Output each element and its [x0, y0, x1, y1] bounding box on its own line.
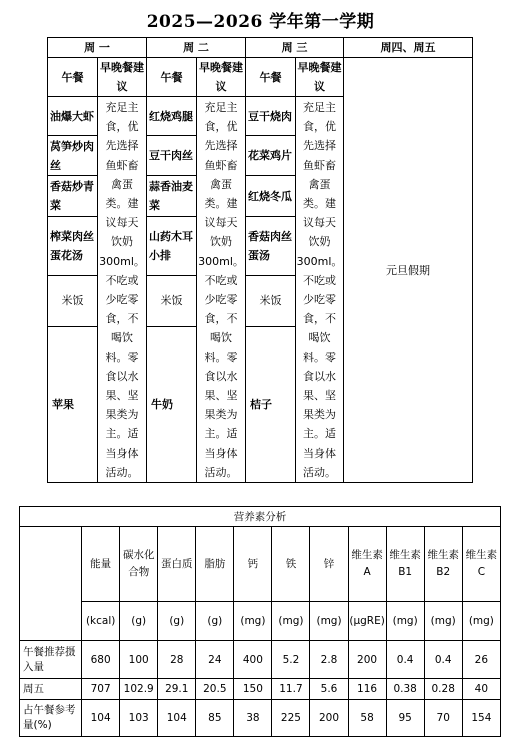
row-label: 周五 [20, 679, 82, 700]
advice-line: 食以水 [105, 369, 139, 383]
nutrient-name: 维生素C [462, 527, 500, 602]
advice-line: 料。零 [105, 350, 139, 364]
advice-line: 充足主 [303, 101, 336, 114]
advice-line: 充足主 [105, 101, 139, 114]
advice-text-wed [296, 97, 344, 483]
nutrient-value: 154 [462, 700, 500, 737]
advice-line: 饮奶 [111, 235, 133, 249]
nutrient-value: 29.1 [158, 679, 196, 700]
nutrient-unit: (mg) [386, 602, 424, 641]
nutrient-value: 104 [158, 700, 196, 737]
dish: 蒜香油麦菜 [147, 176, 197, 216]
nutrient-unit: (kcal) [82, 602, 120, 641]
dish: 香菇肉丝蛋汤 [246, 216, 296, 275]
nutrient-value: 200 [310, 700, 348, 737]
nutrition-table [19, 506, 501, 737]
nutrient-unit: (g) [158, 602, 196, 641]
nutrient-value: 11.7 [272, 679, 310, 700]
advice-line: 喝饮 [210, 331, 232, 345]
advice-line: 先选择 [204, 139, 238, 153]
nutrient-value: 85 [196, 700, 234, 737]
advice-line: 果、坚 [105, 389, 139, 403]
dish: 油爆大虾 [48, 97, 98, 136]
advice-line: 少吃零 [303, 293, 336, 307]
advice-line: 禽蛋 [308, 177, 331, 191]
day-header-mon: 周 一 [48, 38, 147, 58]
dish: 山药木耳小排 [147, 216, 197, 275]
advice-line: 当身体 [204, 446, 238, 460]
advice-line: 议每天 [204, 216, 238, 230]
advice-line: 活动。 [204, 465, 238, 479]
holiday-cell: 元旦假期 [344, 58, 473, 483]
day-header-wed: 周 三 [246, 38, 344, 58]
advice-line: 鱼虾畜 [105, 158, 139, 172]
advice-line: 主。适 [204, 427, 238, 441]
advice-line: 鱼虾畜 [204, 158, 238, 172]
nutrient-name: 维生素A [348, 527, 386, 602]
staple: 米饭 [246, 275, 296, 327]
nutrient-value: 150 [234, 679, 272, 700]
weekly-menu-table [47, 37, 473, 483]
dish: 莴笋炒肉丝 [48, 136, 98, 176]
advice-label: 早晚餐建议 [296, 58, 344, 97]
advice-line: 果类为 [303, 408, 336, 422]
row-label: 午餐推荐摄入量 [20, 641, 82, 679]
nutrient-value: 200 [348, 641, 386, 679]
advice-line: 先选择 [105, 139, 139, 153]
advice-line: 果、坚 [303, 389, 336, 403]
advice-line: 鱼虾畜 [303, 158, 336, 172]
day-header-thu-fri: 周四、周五 [344, 38, 473, 58]
nutrient-value: 225 [272, 700, 310, 737]
fruit: 苹果 [48, 327, 98, 483]
advice-line: 议每天 [303, 216, 336, 230]
advice-line: 300ml。 [296, 254, 343, 268]
nutrient-name: 能量 [82, 527, 120, 602]
nutrient-value: 95 [386, 700, 424, 737]
lunch-label: 午餐 [246, 58, 296, 97]
advice-line: 当身体 [303, 446, 336, 460]
advice-line: 食，不 [105, 312, 139, 326]
dish: 豆干肉丝 [147, 136, 197, 176]
advice-label: 早晚餐建议 [197, 58, 246, 97]
nutrient-value: 26 [462, 641, 500, 679]
nutrient-value: 102.9 [120, 679, 158, 700]
advice-line: 主。适 [303, 427, 336, 441]
advice-line: 果类为 [105, 408, 139, 422]
dish: 红烧冬瓜 [246, 176, 296, 216]
nutrient-value: 0.38 [386, 679, 424, 700]
fruit: 牛奶 [147, 327, 197, 483]
advice-line: 主。适 [105, 427, 139, 441]
advice-line: 食，不 [303, 312, 336, 326]
dish: 红烧鸡腿 [147, 97, 197, 136]
advice-line: 不吃或 [204, 273, 238, 287]
advice-line: 不吃或 [105, 273, 139, 287]
nutrient-unit: (mg) [424, 602, 462, 641]
advice-line: 充足主 [204, 101, 238, 114]
advice-line: 料。零 [303, 350, 336, 364]
nutrient-name: 铁 [272, 527, 310, 602]
nutrient-unit: (mg) [272, 602, 310, 641]
advice-line: 料。零 [204, 350, 238, 364]
advice-line: 饮奶 [210, 235, 232, 249]
nutrient-value: 104 [82, 700, 120, 737]
dish: 豆干烧肉 [246, 97, 296, 136]
nutrient-unit: (mg) [310, 602, 348, 641]
lunch-label: 午餐 [147, 58, 197, 97]
nutrient-name: 蛋白质 [158, 527, 196, 602]
nutrient-unit: (g) [196, 602, 234, 641]
advice-line: 食，优 [105, 120, 139, 134]
nutrient-value: 680 [82, 641, 120, 679]
advice-line: 类。建 [105, 197, 139, 211]
staple: 米饭 [147, 275, 197, 327]
nutrient-value: 24 [196, 641, 234, 679]
advice-line: 食以水 [303, 369, 336, 383]
nutrient-value: 5.6 [310, 679, 348, 700]
advice-line: 议每天 [105, 216, 139, 230]
nutrient-unit: (μgRE) [348, 602, 386, 641]
nutrient-unit: (mg) [462, 602, 500, 641]
nutrient-unit: (mg) [234, 602, 272, 641]
advice-line: 活动。 [303, 465, 336, 479]
nutrient-value: 116 [348, 679, 386, 700]
nutrient-value: 2.8 [310, 641, 348, 679]
staple: 米饭 [48, 275, 98, 327]
nutrient-value: 103 [120, 700, 158, 737]
corner-cell [20, 527, 82, 641]
advice-text-tue [197, 97, 246, 483]
dish: 榨菜肉丝蛋花汤 [48, 216, 98, 275]
dish: 香菇炒青菜 [48, 176, 98, 216]
advice-line: 食，优 [204, 120, 238, 134]
advice-line: 食，优 [303, 120, 336, 134]
advice-line: 当身体 [105, 446, 139, 460]
advice-line: 果类为 [204, 408, 238, 422]
page-title: 2025—2026 学年第一学期 [146, 12, 375, 32]
advice-line: 少吃零 [204, 293, 238, 307]
advice-line: 类。建 [303, 197, 336, 211]
row-label: 占午餐参考量(%) [20, 700, 82, 737]
advice-line: 类。建 [204, 197, 238, 211]
nutrient-value: 0.4 [386, 641, 424, 679]
nutrient-value: 40 [462, 679, 500, 700]
advice-line: 食，不 [204, 312, 238, 326]
advice-line: 活动。 [105, 465, 139, 479]
advice-label: 早晚餐建议 [98, 58, 147, 97]
nutrient-unit: (g) [120, 602, 158, 641]
nutrient-value: 58 [348, 700, 386, 737]
nutrient-value: 0.4 [424, 641, 462, 679]
advice-line: 先选择 [303, 139, 336, 153]
advice-line: 不吃或 [303, 273, 336, 287]
nutrient-value: 28 [158, 641, 196, 679]
advice-line: 喝饮 [308, 331, 331, 345]
advice-text-mon [98, 97, 147, 483]
nutrient-name: 维生素B2 [424, 527, 462, 602]
nutrient-value: 707 [82, 679, 120, 700]
advice-line: 300ml。 [99, 254, 145, 268]
advice-line: 食以水 [204, 369, 238, 383]
fruit: 桔子 [246, 327, 296, 483]
nutrient-name: 钙 [234, 527, 272, 602]
nutrient-value: 70 [424, 700, 462, 737]
nutrient-value: 5.2 [272, 641, 310, 679]
advice-line: 果、坚 [204, 389, 238, 403]
advice-line: 喝饮 [111, 331, 133, 345]
advice-line: 禽蛋 [210, 177, 232, 191]
advice-line: 300ml。 [198, 254, 244, 268]
nutrient-name: 脂肪 [196, 527, 234, 602]
advice-line: 禽蛋 [111, 177, 133, 191]
nutrition-caption: 营养素分析 [20, 507, 501, 527]
nutrient-value: 0.28 [424, 679, 462, 700]
nutrient-value: 100 [120, 641, 158, 679]
nutrient-value: 400 [234, 641, 272, 679]
day-header-tue: 周 二 [147, 38, 246, 58]
advice-line: 少吃零 [105, 293, 139, 307]
nutrient-value: 20.5 [196, 679, 234, 700]
nutrient-name: 锌 [310, 527, 348, 602]
nutrient-name: 碳水化合物 [120, 527, 158, 602]
nutrient-value: 38 [234, 700, 272, 737]
advice-line: 饮奶 [308, 235, 331, 249]
nutrient-name: 维生素B1 [386, 527, 424, 602]
dish: 花菜鸡片 [246, 136, 296, 176]
lunch-label: 午餐 [48, 58, 98, 97]
